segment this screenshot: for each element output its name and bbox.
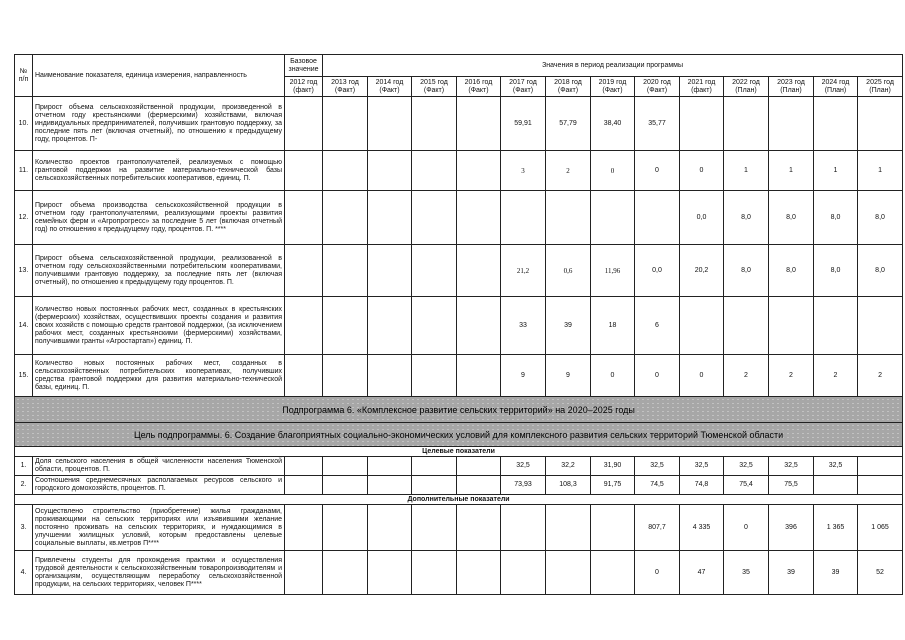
header-year-label: 2012 год xyxy=(289,78,318,86)
header-year-label: 2013 год xyxy=(331,78,359,86)
indicator-name: Прирост объема сельскохозяйственной продукции, реализованной в отчетном году сельскохозяйственными потребительским кооперативами, получившими грантовую поддержку, за последние пять лет (включая отчетный), по отношению к предыдущему году процентов. П. xyxy=(33,245,285,297)
value-cell: 52 xyxy=(858,551,903,595)
header-year-label: 2017 год xyxy=(509,78,537,86)
value-cell: 1 365 xyxy=(814,505,858,551)
value-cell: 807,7 xyxy=(635,505,680,551)
value-cell xyxy=(858,476,903,495)
table-row xyxy=(15,97,903,151)
value-cell: 1 xyxy=(769,151,814,191)
header-year-type: (План) xyxy=(780,86,802,94)
value-cell: 9 xyxy=(501,355,546,397)
value-cell: 20,2 xyxy=(680,245,724,297)
header-year-type: (факт) xyxy=(691,86,712,94)
indicator-name: Осуществлено строительство (приобретение) жилья гражданами, проживающими на сельских территориях или изъявившими желание постоянно проживать на сельских территориях, и нуждающимися в улучшении жилищных условий, которым предоставлены целевые социальные выплаты, кв.метров П**** xyxy=(33,505,285,551)
value-cell xyxy=(412,97,457,151)
value-cell: 2 xyxy=(858,355,903,397)
value-cell xyxy=(412,457,457,476)
value-cell: 0 xyxy=(635,355,680,397)
value-cell: 2 xyxy=(724,355,769,397)
value-cell xyxy=(368,551,412,595)
indicator-name: Прирост объема сельскохозяйственной продукции, произведенной в отчетном году крестьянскими (фермерскими) хозяйствами, включая индивидуальных предпринимателей, получивших грантовую поддержку, за последние пять лет (включая отчетный), по отношению к предыдущему году, процентов. П- xyxy=(33,97,285,151)
value-cell: 33 xyxy=(501,297,546,355)
header-year-6 xyxy=(546,77,591,97)
value-cell: 6 xyxy=(635,297,680,355)
value-cell: 3 xyxy=(501,151,546,191)
value-cell: 39 xyxy=(546,297,591,355)
header-year-type: (факт) xyxy=(293,86,314,94)
header-year-7 xyxy=(591,77,635,97)
indicator-name: Прирост объема производства сельскохозяйственной продукции в отчетном году грантополучателями, реализующими проекты развития семейных ферм и «Агропрогресс» за последние 5 лет (включая отчетный год) по отношению к предыдущему году, процентов. П. **** xyxy=(33,191,285,245)
header-year-1 xyxy=(323,77,368,97)
value-cell: 2 xyxy=(769,355,814,397)
header-year-label: 2019 год xyxy=(598,78,627,86)
value-cell: 8,0 xyxy=(814,191,858,245)
indicator-name: Привлечены студенты для прохождения практики и осуществления трудовой деятельности к сельскохозяйственным товаропроизводителям и организациям, осуществляющим переработку сельскохозяйственной продукции, на сельских территориях, человек П**** xyxy=(33,551,285,595)
value-cell xyxy=(368,476,412,495)
header-year-type: (Факт) xyxy=(423,86,445,94)
value-cell xyxy=(546,191,591,245)
value-cell xyxy=(368,151,412,191)
value-cell xyxy=(323,476,368,495)
header-year-label: 2018 год xyxy=(554,78,582,86)
value-cell xyxy=(591,505,635,551)
value-cell: 75,5 xyxy=(769,476,814,495)
value-cell: 0 xyxy=(635,551,680,595)
header-year-11 xyxy=(769,77,814,97)
value-cell: 0,0 xyxy=(635,245,680,297)
value-cell xyxy=(814,97,858,151)
value-cell xyxy=(285,551,323,595)
value-cell: 1 065 xyxy=(858,505,903,551)
value-cell xyxy=(457,97,501,151)
value-cell xyxy=(368,457,412,476)
value-cell: 18 xyxy=(591,297,635,355)
value-cell xyxy=(285,457,323,476)
header-year-13 xyxy=(858,77,903,97)
subprogram-goal-band: Цель подпрограммы. 6. Создание благоприятных социально-экономических условий для комплексного развития сельских территорий Тюменской области xyxy=(15,423,903,447)
value-cell: 32,5 xyxy=(635,457,680,476)
value-cell: 1 xyxy=(814,151,858,191)
header-year-type: (План) xyxy=(735,86,757,94)
value-cell xyxy=(412,151,457,191)
header-year-label: 2015 год xyxy=(420,78,448,86)
indicator-table xyxy=(14,54,903,595)
value-cell xyxy=(457,551,501,595)
value-cell xyxy=(285,245,323,297)
header-year-label: 2023 год xyxy=(777,78,805,86)
header-number: № п/п xyxy=(15,55,33,97)
header-year-label: 2021 год xyxy=(687,78,716,86)
value-cell: 0 xyxy=(680,355,724,397)
value-cell: 91,75 xyxy=(591,476,635,495)
header-year-8 xyxy=(635,77,680,97)
value-cell xyxy=(457,505,501,551)
value-cell xyxy=(724,97,769,151)
row-number: 14. xyxy=(15,297,33,355)
header-year-12 xyxy=(814,77,858,97)
value-cell xyxy=(323,457,368,476)
value-cell xyxy=(368,245,412,297)
value-cell: 2 xyxy=(546,151,591,191)
value-cell: 59,91 xyxy=(501,97,546,151)
header-year-label: 2024 год xyxy=(821,78,850,86)
table-row xyxy=(15,297,903,355)
value-cell xyxy=(368,355,412,397)
header-year-10 xyxy=(724,77,769,97)
value-cell xyxy=(635,191,680,245)
value-cell xyxy=(368,191,412,245)
row-number: 10. xyxy=(15,97,33,151)
header-year-label: 2025 год xyxy=(866,78,894,86)
header-year-label: 2014 год xyxy=(375,78,404,86)
value-cell xyxy=(368,97,412,151)
value-cell xyxy=(285,151,323,191)
value-cell: 0,0 xyxy=(680,191,724,245)
value-cell xyxy=(323,245,368,297)
subprogram-title-band: Подпрограмма 6. «Комплексное развитие сельских территорий» на 2020–2025 годы xyxy=(15,397,903,423)
table-row xyxy=(15,551,903,595)
value-cell xyxy=(412,191,457,245)
value-cell xyxy=(285,505,323,551)
value-cell: 32,5 xyxy=(680,457,724,476)
header-year-type: (План) xyxy=(824,86,847,94)
value-cell xyxy=(457,355,501,397)
value-cell xyxy=(323,151,368,191)
value-cell: 39 xyxy=(769,551,814,595)
value-cell: 0 xyxy=(591,151,635,191)
value-cell xyxy=(858,457,903,476)
value-cell xyxy=(285,191,323,245)
header-year-type: (План) xyxy=(869,86,891,94)
value-cell xyxy=(858,297,903,355)
value-cell xyxy=(546,551,591,595)
value-cell: 74,5 xyxy=(635,476,680,495)
header-year-5 xyxy=(501,77,546,97)
value-cell: 1 xyxy=(858,151,903,191)
table-row xyxy=(15,245,903,297)
value-cell xyxy=(285,476,323,495)
value-cell xyxy=(412,297,457,355)
value-cell xyxy=(858,97,903,151)
value-cell xyxy=(814,297,858,355)
value-cell: 8,0 xyxy=(724,245,769,297)
value-cell xyxy=(769,97,814,151)
value-cell xyxy=(680,97,724,151)
header-year-type: (Факт) xyxy=(334,86,356,94)
header-year-type: (Факт) xyxy=(379,86,400,94)
table-row xyxy=(15,457,903,476)
value-cell: 0 xyxy=(591,355,635,397)
value-cell: 0 xyxy=(635,151,680,191)
header-year-type: (Факт) xyxy=(557,86,579,94)
value-cell: 8,0 xyxy=(858,191,903,245)
row-number: 13. xyxy=(15,245,33,297)
indicator-name: Соотношения среднемесячных располагаемых ресурсов сельского и городского домохозяйств, процентов. П. xyxy=(33,476,285,495)
value-cell xyxy=(501,191,546,245)
value-cell xyxy=(501,551,546,595)
value-cell: 38,40 xyxy=(591,97,635,151)
value-cell: 39 xyxy=(814,551,858,595)
row-number: 3. xyxy=(15,505,33,551)
value-cell xyxy=(323,355,368,397)
value-cell xyxy=(412,476,457,495)
value-cell: 32,5 xyxy=(814,457,858,476)
value-cell xyxy=(323,97,368,151)
header-period: Значения в период реализации программы xyxy=(323,55,903,77)
value-cell xyxy=(769,297,814,355)
header-year-type: (Факт) xyxy=(602,86,623,94)
value-cell xyxy=(368,505,412,551)
table-row xyxy=(15,151,903,191)
header-year-type: (Факт) xyxy=(512,86,534,94)
value-cell xyxy=(457,245,501,297)
header-year-4 xyxy=(457,77,501,97)
value-cell: 0 xyxy=(724,505,769,551)
header-year-3 xyxy=(412,77,457,97)
value-cell: 4 335 xyxy=(680,505,724,551)
value-cell xyxy=(323,551,368,595)
value-cell: 8,0 xyxy=(769,245,814,297)
value-cell xyxy=(680,297,724,355)
value-cell xyxy=(591,191,635,245)
value-cell xyxy=(368,297,412,355)
header-year-9 xyxy=(680,77,724,97)
value-cell xyxy=(323,191,368,245)
header-year-label: 2022 год xyxy=(732,78,760,86)
value-cell xyxy=(501,505,546,551)
indicator-name: Количество новых постоянных рабочих мест, созданных в сельскохозяйственных потребительских кооперативах, получивших средства грантовой поддержки для развития материально-технической базы, единиц. П. xyxy=(33,355,285,397)
value-cell xyxy=(724,297,769,355)
table-row xyxy=(15,505,903,551)
value-cell xyxy=(457,476,501,495)
value-cell: 47 xyxy=(680,551,724,595)
value-cell: 396 xyxy=(769,505,814,551)
header-year-0 xyxy=(285,77,323,97)
value-cell xyxy=(323,505,368,551)
header-year-label: 2016 год xyxy=(464,78,493,86)
value-cell xyxy=(591,551,635,595)
header-base: Базовое значение xyxy=(285,55,323,77)
value-cell: 73,93 xyxy=(501,476,546,495)
indicator-name: Количество проектов грантополучателей, реализуемых с помощью грантовой поддержки на развитие материально-технической базы сельскохозяйственных потребительских кооперативов, единиц. П. xyxy=(33,151,285,191)
value-cell: 11,96 xyxy=(591,245,635,297)
value-cell xyxy=(285,355,323,397)
value-cell: 32,5 xyxy=(501,457,546,476)
indicator-name: Доля сельского населения в общей численности населения Тюменской области, процентов. П. xyxy=(33,457,285,476)
value-cell xyxy=(546,505,591,551)
value-cell: 1 xyxy=(724,151,769,191)
header-name: Наименование показателя, единица измерения, направленность xyxy=(33,55,285,97)
value-cell: 8,0 xyxy=(858,245,903,297)
value-cell: 2 xyxy=(814,355,858,397)
value-cell: 32,5 xyxy=(769,457,814,476)
row-number: 4. xyxy=(15,551,33,595)
value-cell xyxy=(323,297,368,355)
header-year-type: (Факт) xyxy=(646,86,668,94)
value-cell: 35,77 xyxy=(635,97,680,151)
value-cell: 74,8 xyxy=(680,476,724,495)
value-cell: 75,4 xyxy=(724,476,769,495)
header-year-2 xyxy=(368,77,412,97)
value-cell: 8,0 xyxy=(814,245,858,297)
value-cell xyxy=(412,551,457,595)
value-cell xyxy=(412,245,457,297)
header-year-type: (Факт) xyxy=(468,86,489,94)
value-cell: 108,3 xyxy=(546,476,591,495)
row-number: 11. xyxy=(15,151,33,191)
value-cell xyxy=(285,97,323,151)
value-cell xyxy=(457,151,501,191)
value-cell xyxy=(457,191,501,245)
indicator-name: Количество новых постоянных рабочих мест, созданных в крестьянских (фермерских) хозяйствах, осуществивших проекты создания и развития своих хозяйств с помощью средств грантовой поддержки, (за исключением рабочих мест, созданных крестьянскими (фермерскими) хозяйствами, получившими гранты «Агростартап») единиц. П. xyxy=(33,297,285,355)
section-additional-indicators: Дополнительные показатели xyxy=(15,495,903,505)
row-number: 15. xyxy=(15,355,33,397)
header-year-label: 2020 год xyxy=(643,78,671,86)
value-cell: 35 xyxy=(724,551,769,595)
value-cell: 8,0 xyxy=(769,191,814,245)
value-cell: 21,2 xyxy=(501,245,546,297)
value-cell xyxy=(457,297,501,355)
value-cell xyxy=(285,297,323,355)
indicator-table-container xyxy=(14,54,894,595)
value-cell xyxy=(412,505,457,551)
section-target-indicators: Целевые показатели xyxy=(15,447,903,457)
value-cell: 9 xyxy=(546,355,591,397)
value-cell xyxy=(412,355,457,397)
row-number: 2. xyxy=(15,476,33,495)
value-cell: 32,2 xyxy=(546,457,591,476)
value-cell: 0,6 xyxy=(546,245,591,297)
table-row xyxy=(15,476,903,495)
value-cell: 8,0 xyxy=(724,191,769,245)
value-cell xyxy=(457,457,501,476)
value-cell: 57,79 xyxy=(546,97,591,151)
table-row xyxy=(15,191,903,245)
value-cell: 31,90 xyxy=(591,457,635,476)
value-cell: 0 xyxy=(680,151,724,191)
row-number: 1. xyxy=(15,457,33,476)
value-cell: 32,5 xyxy=(724,457,769,476)
value-cell xyxy=(814,476,858,495)
table-row xyxy=(15,355,903,397)
row-number: 12. xyxy=(15,191,33,245)
